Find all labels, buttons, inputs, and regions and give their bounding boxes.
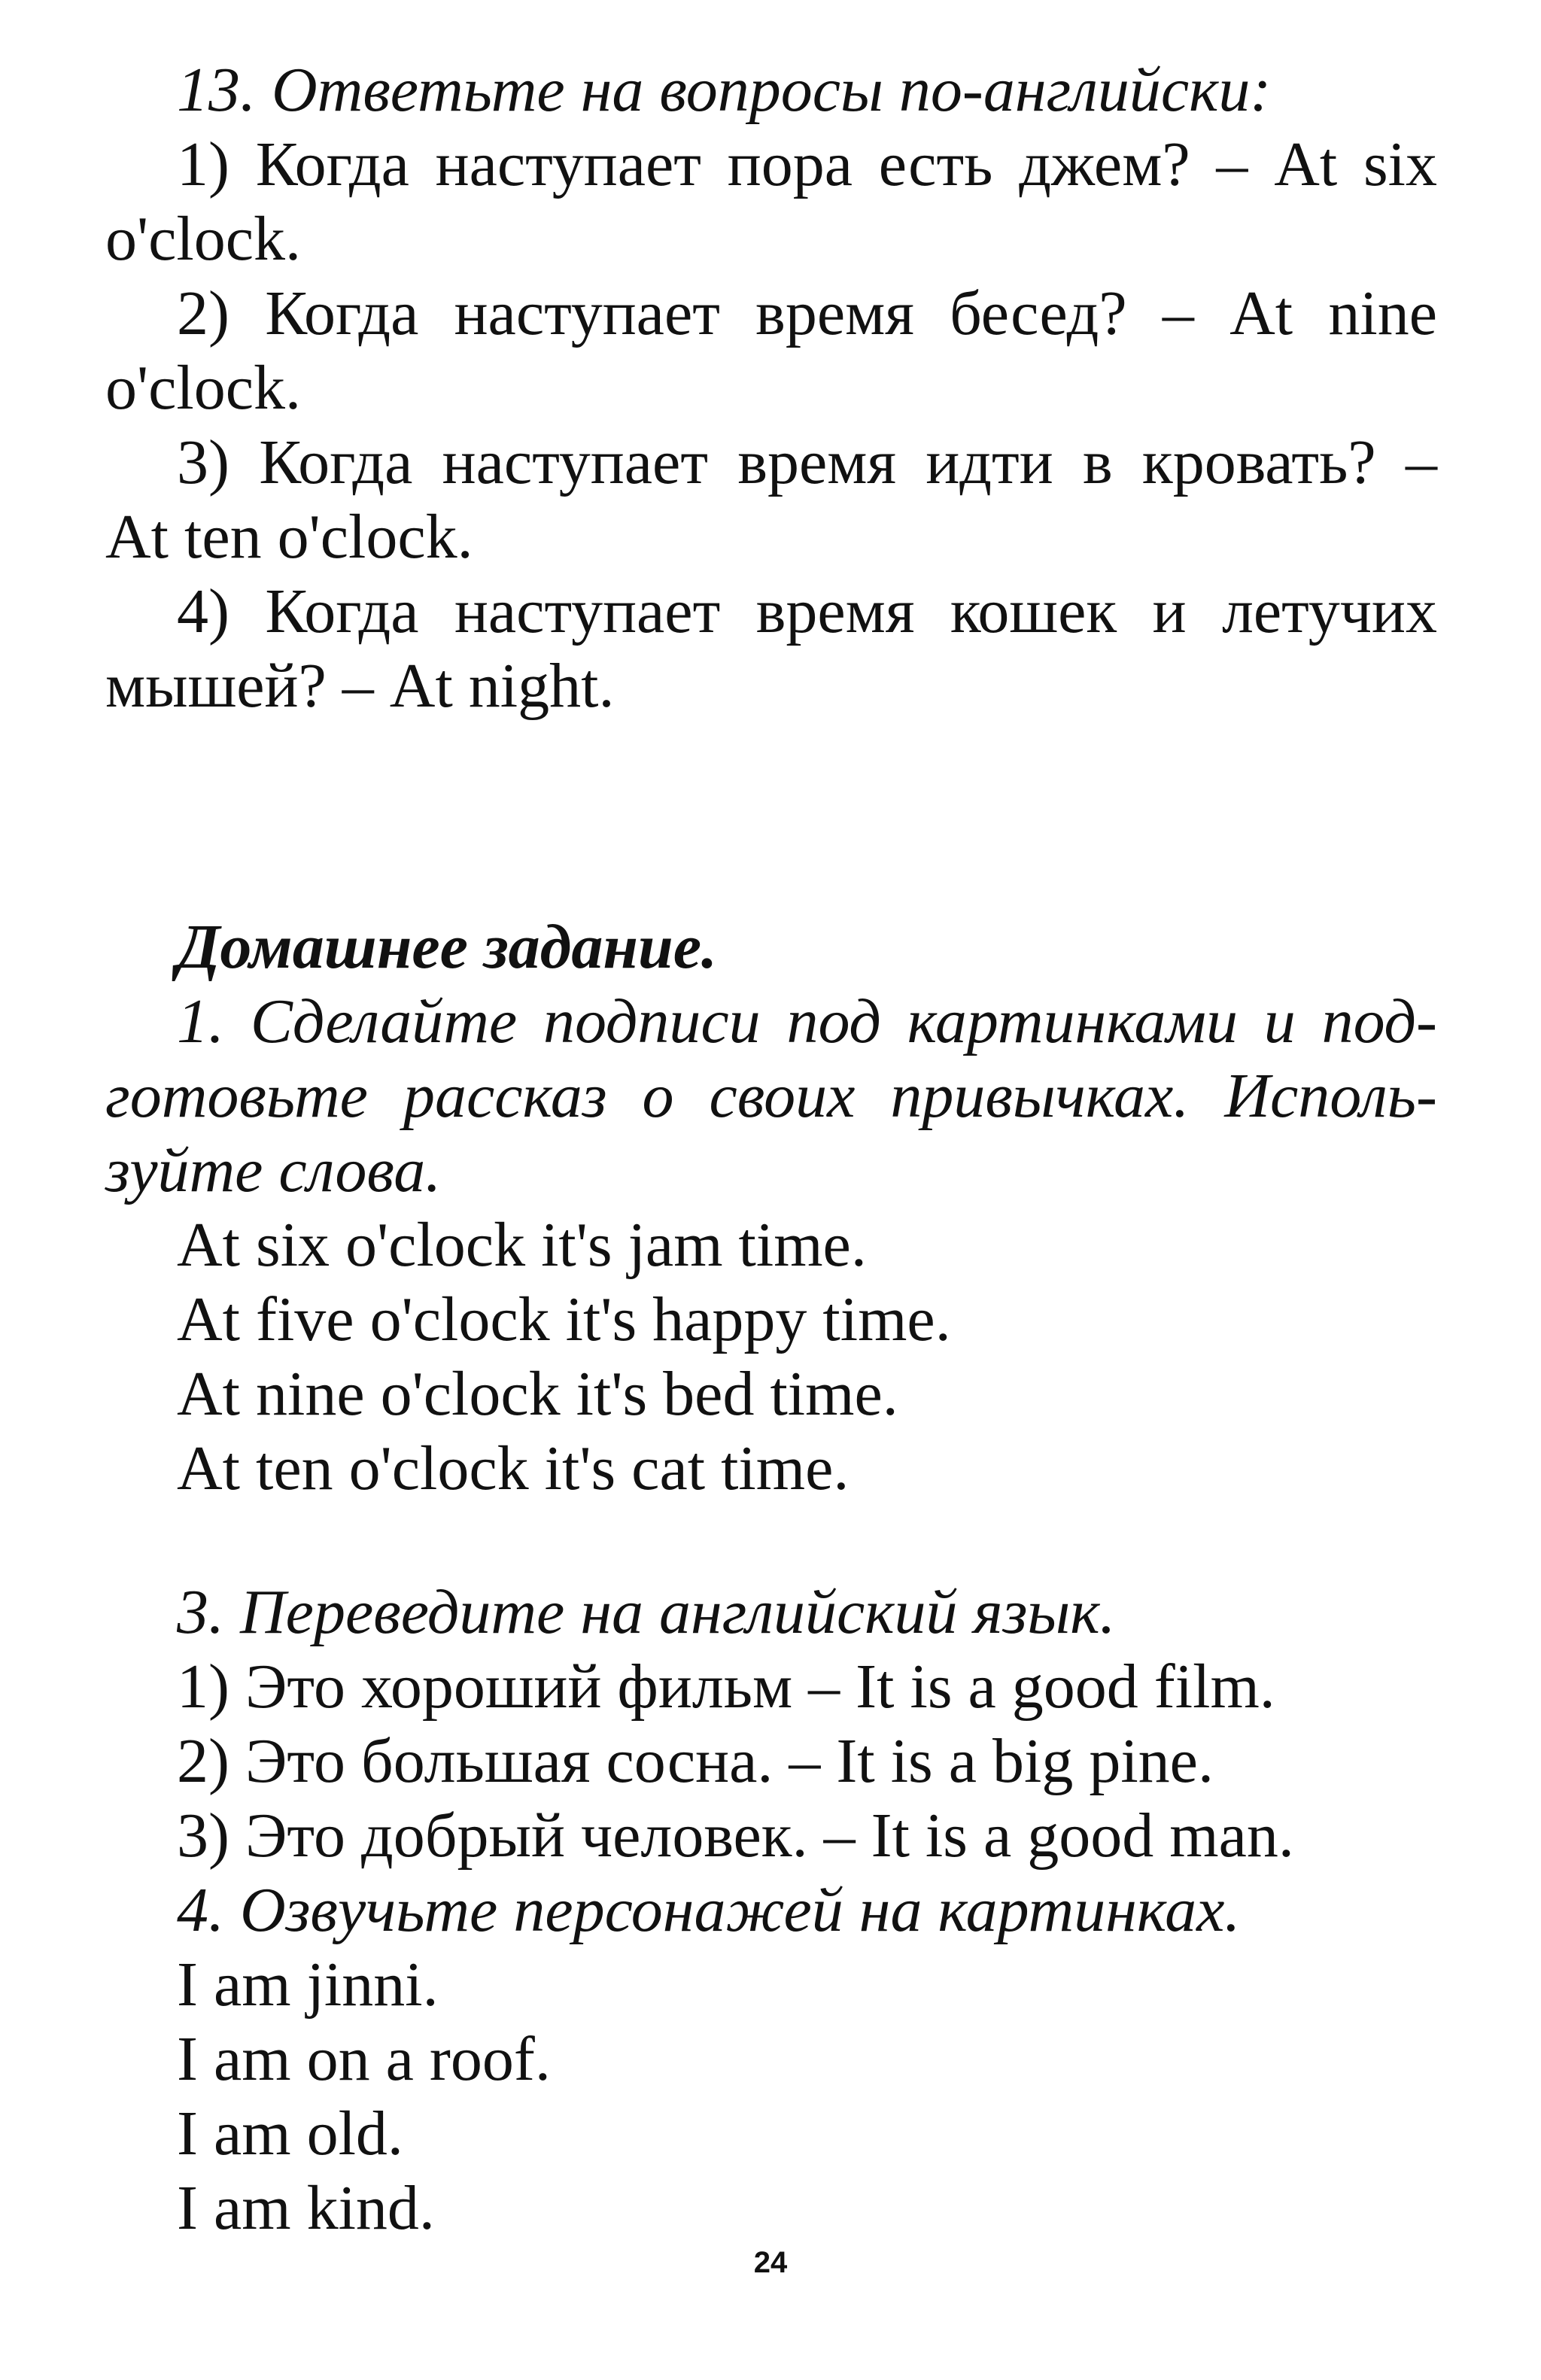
question-3-line-2: At ten o'clock.	[105, 502, 473, 572]
question-1-line-2: o'clock.	[105, 204, 302, 274]
character-line-2: I am on a roof.	[177, 2024, 551, 2094]
character-line-3: I am old.	[177, 2099, 403, 2169]
question-2-line-2: o'clock.	[105, 353, 302, 423]
homework-section	[105, 910, 1437, 2245]
question-4-line-1: 4) Когда наступает время кошек и летучих	[177, 576, 1437, 646]
task-1-line-1: 1. Сделайте подписи под картинками и под-	[177, 986, 1437, 1056]
question-3-line-1: 3) Когда наступает время идти в кровать? –	[177, 427, 1437, 497]
question-1-line-1: 1) Когда наступает пора есть джем? – At six	[177, 129, 1437, 199]
exercise-13-heading: 13. Ответьте на вопросы по-английски:	[177, 55, 1272, 125]
sentence-1: At six o'clock it's jam time.	[177, 1210, 867, 1280]
exercise-13	[105, 53, 1437, 723]
sentence-2: At five o'clock it's happy time.	[177, 1284, 951, 1354]
character-line-4: I am kind.	[177, 2173, 435, 2243]
translation-2: 2) Это большая сосна. – It is a big pine.	[177, 1726, 1214, 1796]
task-1-line-3: зуйте слова.	[105, 1135, 442, 1205]
section-gap	[105, 723, 1437, 910]
task-1-line-2: готовьте рассказ о своих привычках. Исполь-	[105, 1061, 1437, 1131]
homework-title: Домашнее задание.	[177, 912, 717, 982]
translation-3: 3) Это добрый человек. – It is a good man.	[177, 1801, 1294, 1871]
translation-1: 1) Это хороший фильм – It is a good film.	[177, 1652, 1275, 1722]
question-2-line-1: 2) Когда наступает время бесед? – At nine	[177, 278, 1437, 348]
page-content	[105, 53, 1437, 2245]
sentence-3: At nine o'clock it's bed time.	[177, 1359, 898, 1429]
question-4-line-2: мышей? – At night.	[105, 651, 615, 721]
page-number: 24	[753, 2246, 788, 2279]
task-4-heading: 4. Озвучьте персонажей на картинках.	[177, 1875, 1241, 1945]
sentence-4: At ten o'clock it's cat time.	[177, 1433, 850, 1503]
character-line-1: I am jinni.	[177, 1950, 439, 2020]
task-gap	[105, 1506, 1437, 1575]
task-3-heading: 3. Переведите на английский язык.	[177, 1577, 1116, 1647]
